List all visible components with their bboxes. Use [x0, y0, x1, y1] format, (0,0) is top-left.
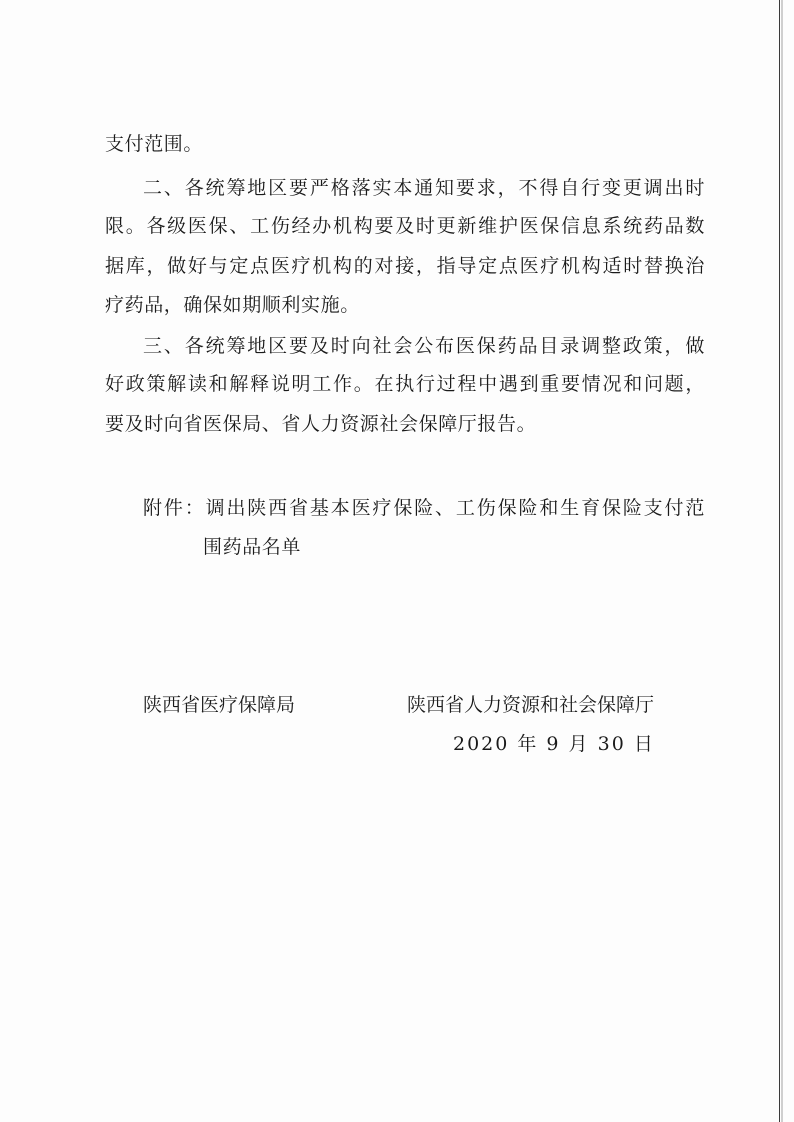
signature-right: 陕西省人力资源和社会保障厅	[407, 694, 655, 716]
body-line-3: 限。各级医保、工伤经办机构要及时更新维护医保信息系统药品数	[105, 215, 705, 237]
signature-left: 陕西省医疗保障局	[143, 694, 296, 716]
scan-edge-shadow	[781, 0, 783, 1122]
body-line-8: 要及时向省医保局、省人力资源社会保障厅报告。	[105, 413, 537, 435]
attachment-line-2: 围药品名单	[203, 536, 302, 558]
body-line-6: 三、各统筹地区要及时向社会公布医保药品目录调整政策，做	[143, 335, 705, 357]
scan-edge-line	[779, 0, 780, 1122]
body-line-7: 好政策解读和解释说明工作。在执行过程中遇到重要情况和问题，	[105, 373, 705, 395]
body-line-2: 二、各统筹地区要严格落实本通知要求，不得自行变更调出时	[143, 177, 705, 199]
body-line-1: 支付范围。	[105, 133, 204, 155]
document-date: 2020 年 9 月 30 日	[453, 733, 655, 755]
attachment-line-1: 附件：调出陕西省基本医疗保险、工伤保险和生育保险支付范	[143, 497, 705, 519]
body-line-5: 疗药品，确保如期顺利实施。	[105, 294, 360, 316]
body-line-4: 据库，做好与定点医疗机构的对接，指导定点医疗机构适时替换治	[105, 255, 705, 277]
